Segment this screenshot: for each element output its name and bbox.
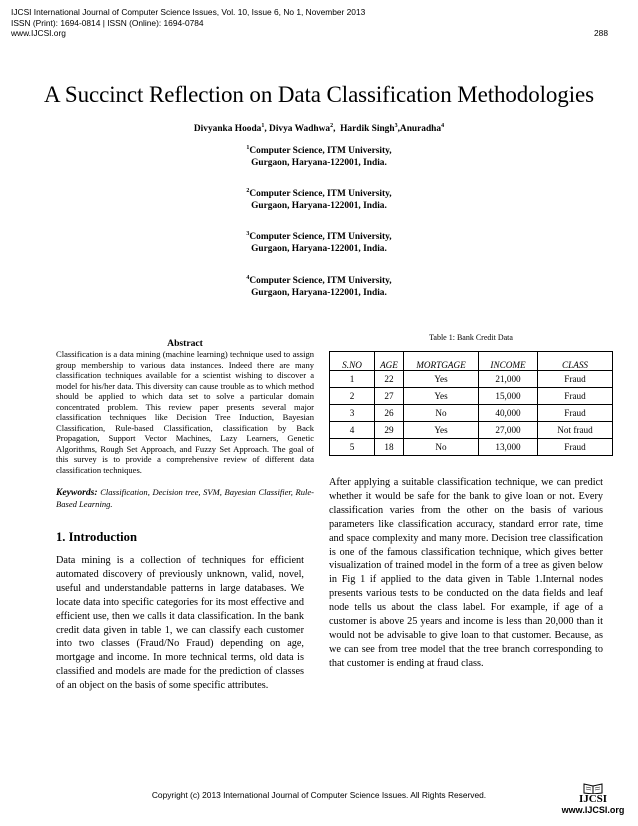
- table-cell: Fraud: [538, 405, 613, 422]
- table-cell: 4: [330, 422, 375, 439]
- abstract-heading: Abstract: [167, 338, 203, 349]
- table-cell: 27,000: [479, 422, 538, 439]
- table-cell: 27: [375, 388, 404, 405]
- table-cell: Yes: [404, 388, 479, 405]
- table-cell: 22: [375, 371, 404, 388]
- table-cell: 2: [330, 388, 375, 405]
- affiliation-line: Computer Science, ITM University,: [249, 189, 392, 199]
- affiliation-line: Computer Science, ITM University,: [249, 276, 392, 286]
- right-column-body: After applying a suitable classification technique, we can predict whether it would be safe for the bank to give loan or not. Every classification varies from the other on the basis of various parameters like classification accuracy, standard error rate, time and space complexity and many more. Decision tree classification is one of the famous classification technique, which gives better visualization of trained model in the form of a tree as given below in Fig 1 if applied to the data given in Table 1.Internal nodes presents various tests to be conducted on the data fields and leaf node tells us about the class label. For example, if age of a customer is above 25 years and income is less than 20,000 than it would not be advisable to give loan to that customer. Because, as we can see from tree model that the tree branch corresponding to that customer is ending at fraud class.: [329, 477, 603, 669]
- author-mark: 2: [330, 122, 334, 129]
- table-row: [330, 371, 613, 388]
- affiliation-line: Computer Science, ITM University,: [249, 146, 392, 156]
- keywords: [56, 487, 314, 509]
- table-cell: 15,000: [479, 388, 538, 405]
- keywords-text: Classification, Decision tree, SVM, Bayesian Classifier, Rule-Based Learning.: [56, 487, 314, 509]
- affiliation-mark: 2: [246, 187, 250, 194]
- affiliation-mark: 1: [246, 144, 250, 151]
- table-cell: 13,000: [479, 439, 538, 456]
- running-header: [11, 7, 365, 39]
- affiliation-line: Gurgaon, Haryana-122001, India.: [251, 200, 387, 211]
- table-cell: 18: [375, 439, 404, 456]
- affiliation-mark: 4: [246, 274, 250, 281]
- issn-line: ISSN (Print): 1694-0814 | ISSN (Online): 1694-0784: [11, 17, 204, 28]
- table-header-row: [330, 352, 613, 371]
- affiliation-line: Gurgaon, Haryana-122001, India.: [251, 243, 387, 254]
- table-cell: Not fraud: [538, 422, 613, 439]
- affiliation-mark: 3: [246, 230, 250, 237]
- table-cell: 5: [330, 439, 375, 456]
- affiliation-line: Gurgaon, Haryana-122001, India.: [251, 287, 387, 298]
- column-header: INCOME: [479, 352, 538, 371]
- affiliation-block: [0, 146, 638, 169]
- table-cell: Yes: [404, 422, 479, 439]
- journal-line: IJCSI International Journal of Computer Science Issues, Vol. 10, Issue 6, No 1, November 2013: [11, 7, 366, 17]
- author-mark: 3: [394, 122, 398, 129]
- website-link[interactable]: www.IJCSI.org: [11, 28, 66, 39]
- paper-title: A Succinct Reflection on Data Classification Methodologies: [44, 82, 594, 107]
- affiliation-line: Computer Science, ITM University,: [249, 232, 392, 242]
- keywords-label: Keywords:: [56, 487, 98, 498]
- author-mark: 4: [441, 122, 445, 129]
- author-name: Anuradha: [399, 124, 442, 134]
- affiliation-block: [0, 276, 638, 299]
- table-cell: Fraud: [538, 371, 613, 388]
- table-cell: 26: [375, 405, 404, 422]
- section-heading: 1. Introduction: [56, 530, 137, 544]
- author-name: Divyanka Hooda: [193, 124, 262, 134]
- table-cell: 21,000: [479, 371, 538, 388]
- table-cell: 3: [330, 405, 375, 422]
- table-row: [330, 439, 613, 456]
- bank-credit-table: [329, 351, 613, 456]
- table-caption: Table 1: Bank Credit Data: [429, 333, 513, 342]
- column-header: MORTGAGE: [404, 352, 479, 371]
- table-cell: No: [404, 405, 479, 422]
- logo-url[interactable]: www.IJCSI.org: [561, 805, 625, 815]
- table-cell: Yes: [404, 371, 479, 388]
- column-header: AGE: [375, 352, 404, 371]
- column-header: CLASS: [538, 352, 613, 371]
- introduction-body: Data mining is a collection of techniques for efficient automated discovery of previously unknown, valid, novel, useful and understandable patterns in large databases. We locate data into specific categories for its most effective and efficient use, then we calls it data classification. In the bank credit data given in table 1, we can classify each customer into two classes (Fraud/No Fraud) depending on age, mortgage and income. In more technical terms, old data is classified and models are made for the prediction of classes of an object on the basis of some specific attributes.: [56, 555, 304, 692]
- table-row: [330, 405, 613, 422]
- copyright-footer: Copyright (c) 2013 International Journal of Computer Science Issues. All Rights Reserved.: [151, 790, 487, 800]
- author-list: Divyanka Hooda$^1$, Divya Wadhwa$^2$, Hardik Singh$^3$,Anuradha$^4$: [193, 122, 445, 134]
- affiliation-line: Gurgaon, Haryana-122001, India.: [251, 157, 387, 168]
- author-name: Hardik Singh: [340, 124, 395, 134]
- table-row: [330, 422, 613, 439]
- author-name: Divya Wadhwa: [269, 124, 331, 134]
- table-cell: 40,000: [479, 405, 538, 422]
- logo-text: IJCSI: [578, 793, 608, 805]
- table-cell: Fraud: [538, 388, 613, 405]
- table-cell: 29: [375, 422, 404, 439]
- affiliation-block: [0, 189, 638, 212]
- journal-logo: [548, 782, 638, 815]
- table-cell: No: [404, 439, 479, 456]
- column-header: S.NO: [330, 352, 375, 371]
- table-row: [330, 388, 613, 405]
- affiliation-block: [0, 232, 638, 255]
- abstract-body: Classification is a data mining (machine learning) technique used to assign group membership to various data instances. Indeed there are many classification techniques available for a scientist wishing to discover a model for his/her data. This diversity can cause trouble as to which method should be applied to which data set to solve a particular domain concentrated problem. This review paper presents several major classification techniques like Decision Tree Induction, Bayesian Classification, Rule-based Classification, classification by Back Propagation, Support Vector Machines, Lazy Learners, Genetic Algorithms, Rough Set Approach, and Fuzzy Set Approach. The goal of this survey is to provide a comprehensive review of different data classification techniques.: [56, 349, 314, 476]
- author-mark: 1: [261, 122, 265, 129]
- table-cell: 1: [330, 371, 375, 388]
- table-cell: Fraud: [538, 439, 613, 456]
- page-number: 288: [594, 28, 608, 38]
